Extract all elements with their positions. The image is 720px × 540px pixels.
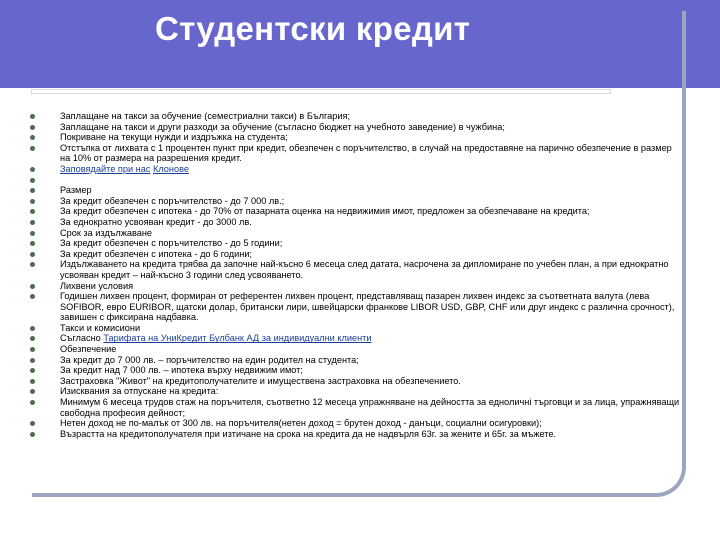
bullet-icon: [30, 347, 35, 352]
bullet-icon: [30, 114, 35, 119]
list-item: [30, 164, 680, 175]
bullet-icon: [30, 294, 35, 299]
bullet-icon: [30, 284, 35, 289]
list-item: Отстъпка от лихвата с 1 процентен пункт при кредит, обезпечен с поръчителство, в случай на предоставяне на парично обезпечение в размер на 10% от размера на разрешения кредит.: [30, 143, 680, 164]
list-item: За еднократно усвояван кредит - до 3000 лв.: [30, 217, 680, 228]
bullet-icon: [30, 135, 35, 140]
title-underline: [32, 90, 610, 93]
list-item: Лихвени условия: [30, 281, 680, 292]
bullet-icon: [30, 432, 35, 437]
list-item: Заплащане на такси и други разходи за обучение (съгласно бюджет на учебното заведение) в чужбина;: [30, 122, 680, 133]
list-item: Годишен лихвен процент, формиран от референтен лихвен процент, представляващ пазарен лихвен индекс за съответната валута (левa SOFIBOR, евро EURIBOR, щатски долар, британски лири, швейцарски франкове LIBOR USD, GBP, CHF или друг индекс с различна срочност), завишен с фиксирана надбавка.: [30, 291, 680, 323]
list-item: Покриване на текущи нужди и издръжка на студента;: [30, 132, 680, 143]
bullet-icon: [30, 199, 35, 204]
bullet-icon: [30, 209, 35, 214]
bullet-icon: [30, 368, 35, 373]
bullet-icon: [30, 220, 35, 225]
list-item: За кредит обезпечен с поръчителство - до 7 000 лв.;: [30, 196, 680, 207]
list-item: Съгласно Тарифата на УниКредит Булбанк АД за индивидуални клиенти: [30, 333, 680, 344]
list-item: Заплащане на такси за обучение (семестриални такси) в България;: [30, 111, 680, 122]
list-item: [30, 175, 680, 186]
list-item: За кредит над 7 000 лв. – ипотека върху недвижим имот;: [30, 365, 680, 376]
list-item: Обезпечение: [30, 344, 680, 355]
bullet-icon: [30, 358, 35, 363]
list-item: Издължаването на кредита трябва да започне най-късно 6 месеца след датата, насрочена за дипломиране по учебен план, а при еднократно усвояван кредит – най-късно 3 години след усвояването.: [30, 259, 680, 280]
bullet-icon: [30, 125, 35, 130]
bullet-icon: [30, 188, 35, 193]
list-item: Изисквания за отпускане на кредита:: [30, 386, 680, 397]
bullet-icon: [30, 389, 35, 394]
list-item: За кредит обезпечен с ипотека - до 70% от пазарната оценка на недвижимия имот, предложен за обезпечаване на кредита;: [30, 206, 680, 217]
bullet-icon: [30, 146, 35, 151]
list-item: За кредит обезпечен с ипотека - до 6 години;: [30, 249, 680, 260]
list-item: Размер: [30, 185, 680, 196]
list-item: Нетен доход не по-малък от 300 лв. на поръчителя(нетен доход = брутен доход - данъци, социални осигуровки);: [30, 418, 680, 429]
bullet-icon: [30, 421, 35, 426]
bullet-icon: [30, 241, 35, 246]
list-item: Срок за издължаване: [30, 228, 680, 239]
list-item: За кредит обезпечен с поръчителство - до 5 години;: [30, 238, 680, 249]
bullet-icon: [30, 252, 35, 257]
slide-title: Студентски кредит: [155, 10, 471, 47]
list-item: За кредит до 7 000 лв. – поръчителство на един родител на студента;: [30, 355, 680, 366]
bullet-icon: [30, 231, 35, 236]
contact-link[interactable]: Заповядайте при нас: [60, 163, 151, 174]
bullet-icon: [30, 326, 35, 331]
list-item: Минимум 6 месеца трудов стаж на поръчителя, съответно 12 месеца упражняване на дейността за едноличнi търговци и за лица, упражняващи свободна професия дейност;: [30, 397, 680, 418]
list-item: Застраховка "Живот" на кредитополучателите и имуществена застраховка на обезпечението.: [30, 376, 680, 387]
list-item: Възрастта на кредитополучателя при изтичане на срока на кредита да не надвърля 63г. за жените и 65г. за мъжете.: [30, 429, 680, 440]
bullet-icon: [30, 400, 35, 405]
bullet-icon: [30, 336, 35, 341]
bullet-icon: [30, 379, 35, 384]
bullet-list: [30, 111, 680, 439]
tariff-link[interactable]: Тарифата на УниКредит Булбанк АД за индивидуални клиенти: [103, 333, 372, 344]
list-item: Такси и комисиони: [30, 323, 680, 334]
bullet-icon: [30, 167, 35, 172]
branches-link[interactable]: Клонове: [152, 163, 189, 174]
bullet-icon: [30, 178, 35, 183]
bullet-icon: [30, 262, 35, 267]
